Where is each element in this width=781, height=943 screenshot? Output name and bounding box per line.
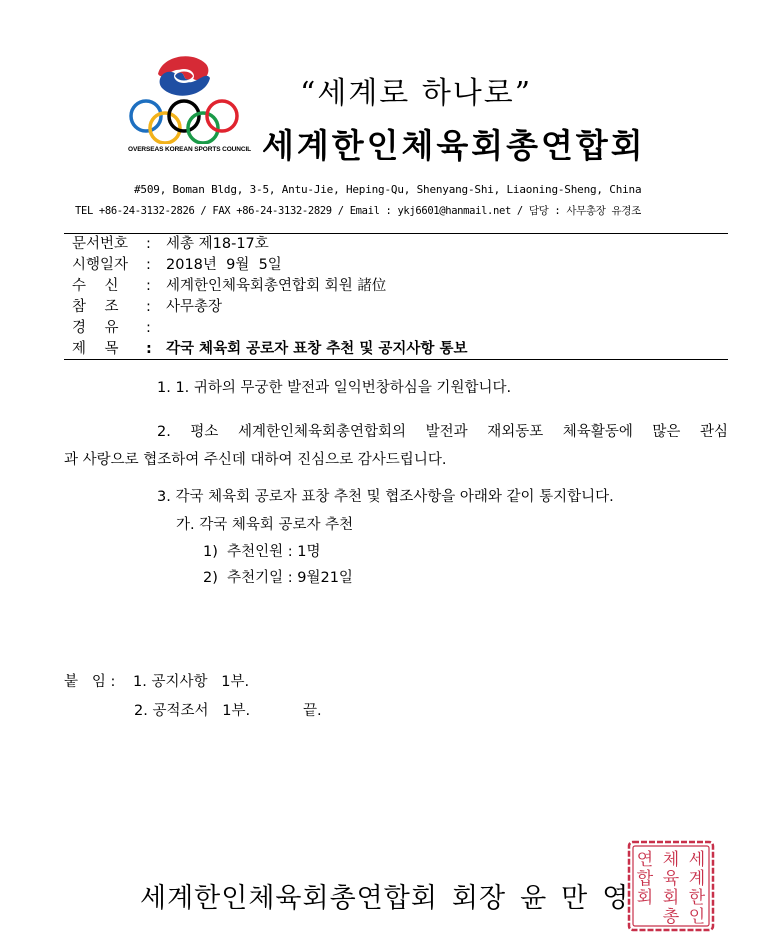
signature-title: 회장 — [451, 883, 507, 914]
meta-key: 시행일자 — [72, 257, 129, 273]
meta-recipient — [72, 276, 467, 297]
seal-glyph: 합 — [636, 869, 654, 889]
meta-key: 문서번호 — [72, 236, 129, 252]
paragraph-2-line-1: 2. 평소 세계한인체육회총연합회의 발전과 재외동포 체육활동에 많은 관심 — [157, 424, 728, 440]
signature-name-3: 영 — [602, 883, 630, 914]
seal-glyph: 연 — [636, 850, 654, 870]
meta-value: 각국 체육회 공로자 표창 추천 및 공지사항 통보 — [166, 341, 468, 357]
paragraph-2 — [64, 418, 728, 474]
official-seal-stamp — [627, 840, 715, 932]
meta-sep: : — [146, 236, 151, 252]
meta-value: 2018년 9월 5일 — [166, 257, 282, 273]
paragraph-1: 1. 1. 귀하의 무궁한 발전과 일익번창하심을 기원합니다. — [157, 380, 512, 396]
paragraph-3-item-2: 2) 추천기일 : 9월21일 — [203, 570, 353, 586]
seal-glyph: 회 — [662, 888, 680, 908]
seal-glyph: 육 — [662, 869, 680, 889]
meta-sep: : — [146, 341, 152, 357]
meta-issue-date — [72, 255, 467, 276]
meta-sep: : — [146, 257, 151, 273]
meta-sep: : — [146, 299, 151, 315]
meta-doc-number — [72, 234, 467, 255]
signature-line — [140, 876, 629, 915]
meta-value: 사무총장 — [166, 299, 223, 315]
meta-value: 세총 제18-17호 — [166, 236, 269, 252]
meta-value: 세계한인체육회총연합회 회원 諸位 — [166, 278, 387, 294]
attachment-item-2: 2. 공적조서 1부. — [134, 703, 251, 719]
paragraph-3: 3. 각국 체육회 공로자 표창 추천 및 협조사항을 아래와 같이 통지합니다. — [157, 489, 614, 505]
signature-name-1: 윤 — [520, 883, 548, 914]
document-meta — [72, 234, 467, 360]
paragraph-3-sub-a: 가. 각국 체육회 공로자 추천 — [176, 517, 354, 533]
meta-key: 수 신 — [72, 278, 119, 294]
address: #509, Boman Bldg, 3-5, Antu-Jie, Heping-Qu, Shenyang-Shi, Liaoning-Sheng, China — [134, 183, 642, 196]
meta-sep: : — [146, 278, 151, 294]
seal-glyph: 총 — [662, 907, 680, 927]
seal-glyph: 한 — [688, 888, 706, 908]
paragraph-2-line-2: 과 사랑으로 협조하여 주신데 대하여 진심으로 감사드립니다. — [64, 452, 447, 468]
seal-glyph: 세 — [688, 850, 706, 870]
meta-key: 경 유 — [72, 320, 119, 336]
meta-reference — [72, 297, 467, 318]
seal-stamp-icon — [627, 840, 715, 932]
meta-sep: : — [146, 320, 151, 336]
signature-name-2: 만 — [561, 883, 589, 914]
council-logo — [128, 52, 252, 160]
seal-glyph: 체 — [662, 850, 680, 870]
olympic-rings-logo-icon — [128, 52, 240, 144]
attachment-label: 붙 임 : — [64, 674, 116, 690]
org-title: 세계한인체육회총연합회 — [262, 126, 646, 165]
signature-org: 세계한인체육회총연합회 — [140, 883, 438, 914]
logo-caption: OVERSEAS KOREAN SPORTS COUNCIL — [128, 146, 252, 153]
meta-subject — [72, 339, 467, 360]
seal-glyph: 회 — [636, 888, 654, 908]
attachment-item-1: 1. 공지사항 1부. — [133, 674, 250, 690]
meta-key: 참 조 — [72, 299, 119, 315]
meta-via — [72, 318, 467, 339]
paragraph-3-item-1: 1) 추천인원 : 1명 — [203, 544, 321, 560]
meta-key: 제 목 — [72, 341, 119, 357]
meta-divider — [64, 359, 728, 360]
seal-glyph: 계 — [688, 869, 706, 889]
slogan: “세계로 하나로” — [300, 76, 533, 111]
seal-glyph: 인 — [688, 907, 706, 927]
contact-line: TEL +86-24-3132-2826 / FAX +86-24-3132-2829 / Email : ykj6601@hanmail.net / 담당 : 사무총장 유경조 — [75, 205, 641, 217]
end-mark: 끝. — [303, 703, 322, 719]
